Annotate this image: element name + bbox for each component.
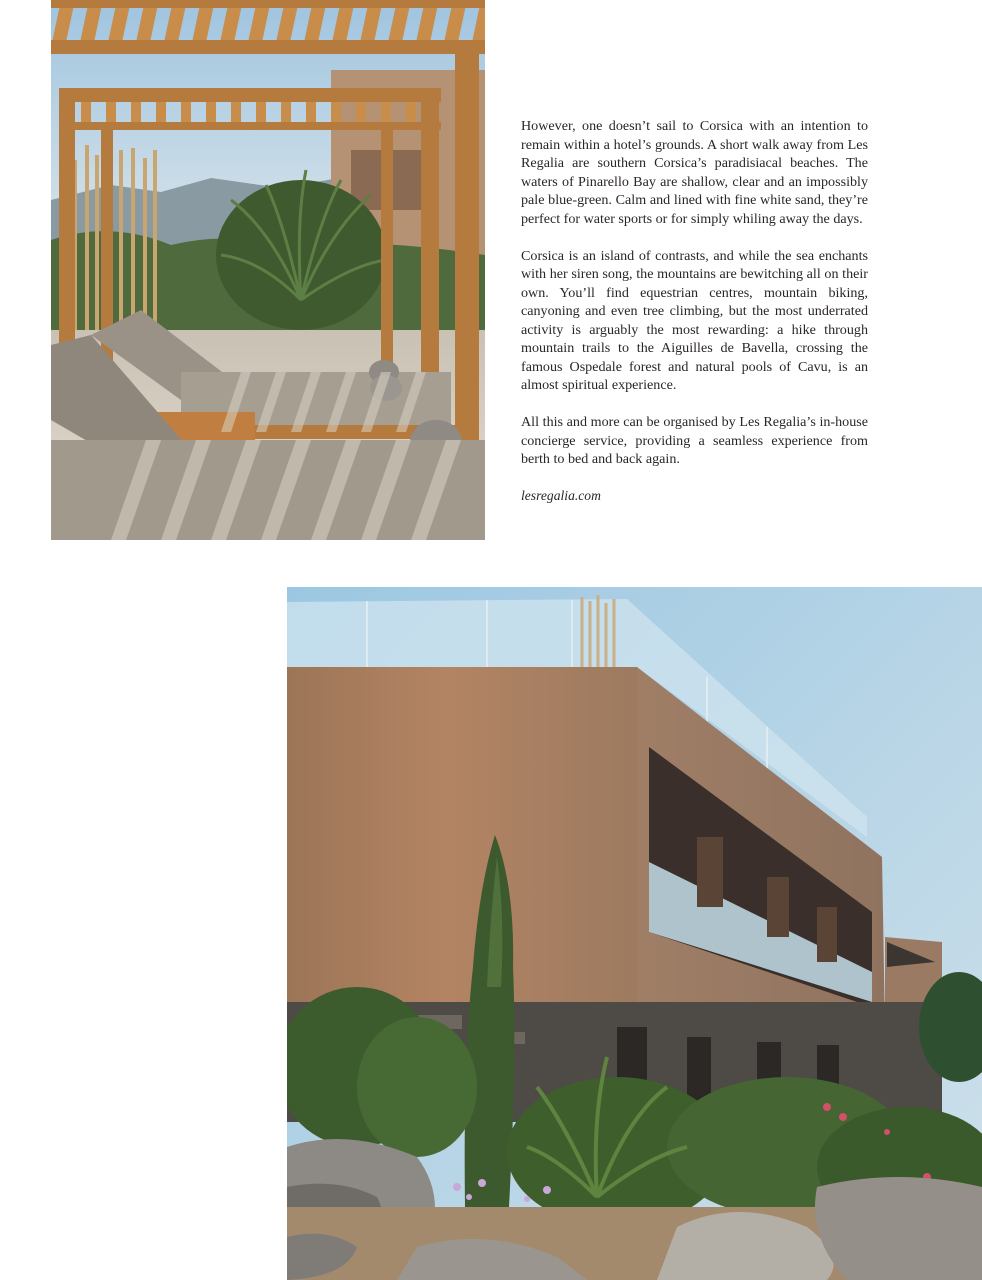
article-body — [521, 117, 868, 506]
pergola-daybed-photo — [51, 0, 485, 540]
paragraph: However, one doesn’t sail to Corsica with an intention to remain within a hotel’s grounds. A short walk away from Les Regalia are southern Corsica’s paradisiacal beaches. The waters of Pinarello Bay are shallow, clear and an impossibly pale blue-green. Calm and lined with fine white sand, they’re perfect for water sports or for simply whiling away the days. — [521, 118, 868, 227]
pergola-daybed-illustration — [51, 0, 485, 540]
paragraph: Corsica is an island of contrasts, and while the sea enchants with her siren song, the mountains are bewitching all on their own. You’ll find equestrian centres, mountain biking, canyoning and even tree climbing, but the most underrated activity is arguably the most rewarding: a hike through mountain trails to the Aiguilles de Bavella, crossing the famous Ospedale forest and natural pools of Cavu, is an almost spiritual experience. — [521, 247, 868, 393]
website-link[interactable]: lesregalia.com — [521, 488, 601, 503]
hotel-building-photo — [287, 587, 982, 1280]
paragraph: All this and more can be organised by Les Regalia’s in-house concierge service, providing a seamless experience from berth to bed and back again. — [521, 414, 868, 467]
hotel-building-illustration — [287, 587, 982, 1280]
